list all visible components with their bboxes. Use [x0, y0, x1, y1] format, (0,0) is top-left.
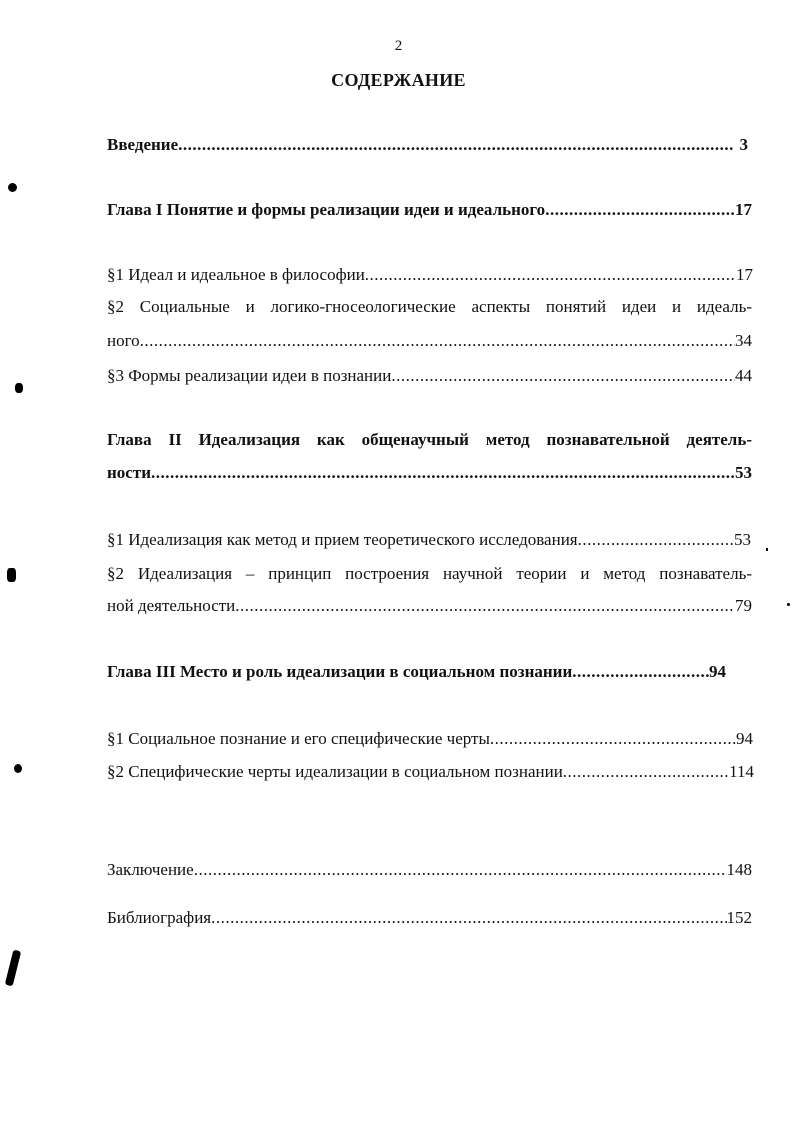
toc-entry-label: Библиография: [107, 908, 212, 927]
toc-entry-page: 94: [736, 729, 753, 748]
toc-entry-page: 34: [735, 331, 752, 350]
toc-entry-label: Введение: [107, 135, 179, 154]
toc-entry-label: §3 Формы реализации идеи в познании: [107, 366, 392, 385]
toc-entry-page: 17: [736, 265, 753, 284]
toc-entry-chapter-3-section-2[interactable]: [107, 762, 754, 782]
scan-speck: [766, 548, 768, 551]
toc-entry-label: §1 Идеализация как метод и прием теоретического исследования: [107, 530, 578, 549]
toc-entry-chapter-1-section-1[interactable]: [107, 265, 753, 285]
toc-entry-chapter-1-section-3[interactable]: [107, 366, 752, 386]
toc-leader-dots: [572, 662, 709, 682]
toc-entry-chapter-2-section-2[interactable]: §2 Идеализация – принцип построения научной теории и метод познаватель-: [107, 564, 752, 583]
toc-leader-dots: [365, 265, 736, 285]
toc-entry-label: §1 Социальное познание и его специфические черты: [107, 729, 490, 748]
toc-leader-dots: [235, 596, 735, 616]
toc-entry-label: Глава I Понятие и формы реализации идеи и идеального: [107, 200, 546, 219]
toc-leader-dots: [211, 908, 726, 928]
toc-entry-label: §2 Специфические черты идеализации в социальном познании: [107, 762, 563, 781]
toc-entry-bibliography[interactable]: [107, 908, 752, 928]
toc-entry-chapter-2-section-2-continued[interactable]: [107, 596, 752, 616]
toc-entry-page: 44: [735, 366, 752, 385]
toc-entry-page: 17: [735, 200, 752, 219]
toc-entry-chapter-1[interactable]: [107, 200, 752, 220]
toc-entry-page: 53: [734, 530, 751, 549]
toc-entry-chapter-2-continued[interactable]: [107, 463, 752, 483]
toc-entry-page: 114: [729, 762, 754, 781]
toc-entry-chapter-1-section-2-continued[interactable]: [107, 331, 752, 351]
toc-leader-dots: [151, 463, 735, 483]
scan-speck: [14, 764, 22, 773]
toc-entry-page: 79: [735, 596, 752, 615]
toc-entry-label: §1 Идеал и идеальное в философии: [107, 265, 365, 284]
toc-entry-page: 94: [709, 662, 726, 681]
toc-entry-page: 53: [735, 463, 752, 482]
toc-entry-chapter-3-section-1[interactable]: [107, 729, 753, 749]
toc-leader-dots: [563, 762, 729, 782]
toc-leader-dots: [578, 530, 734, 550]
toc-entry-label: ного: [107, 331, 140, 350]
toc-entry-label: ности: [107, 463, 151, 482]
toc-leader-dots: [140, 331, 735, 351]
page-title: СОДЕРЖАНИЕ: [331, 70, 466, 90]
toc-leader-dots: [194, 860, 727, 880]
toc-entry-label: Заключение: [107, 860, 194, 879]
toc-entry-label: ной деятельности: [107, 596, 236, 615]
scan-speck: [15, 383, 23, 393]
toc-leader-dots: [391, 366, 735, 386]
toc-entry-chapter-2-section-1[interactable]: [107, 530, 751, 550]
toc-entry-label: Глава III Место и роль идеализации в социальном познании: [107, 662, 573, 681]
toc-entry-chapter-2[interactable]: Глава II Идеализация как общенаучный метод познавательной деятель-: [107, 430, 752, 449]
toc-entry-conclusion[interactable]: [107, 860, 752, 880]
scan-speck: [7, 568, 16, 582]
toc-leader-dots: [178, 135, 733, 155]
toc-entry-chapter-3[interactable]: [107, 662, 726, 682]
scan-speck: [5, 950, 21, 987]
toc-entry-page: 3: [739, 135, 748, 154]
toc-entry-page: 152: [726, 908, 752, 927]
scan-speck: [787, 603, 790, 606]
toc-entry-introduction[interactable]: [107, 135, 748, 155]
toc-entry-chapter-1-section-2[interactable]: §2 Социальные и логико-гносеологические аспекты понятий идеи и идеаль-: [107, 297, 752, 316]
page-number: 2: [394, 38, 403, 54]
toc-leader-dots: [490, 729, 736, 749]
scan-speck: [8, 183, 17, 192]
toc-entry-page: 148: [726, 860, 752, 879]
toc-leader-dots: [545, 200, 735, 220]
